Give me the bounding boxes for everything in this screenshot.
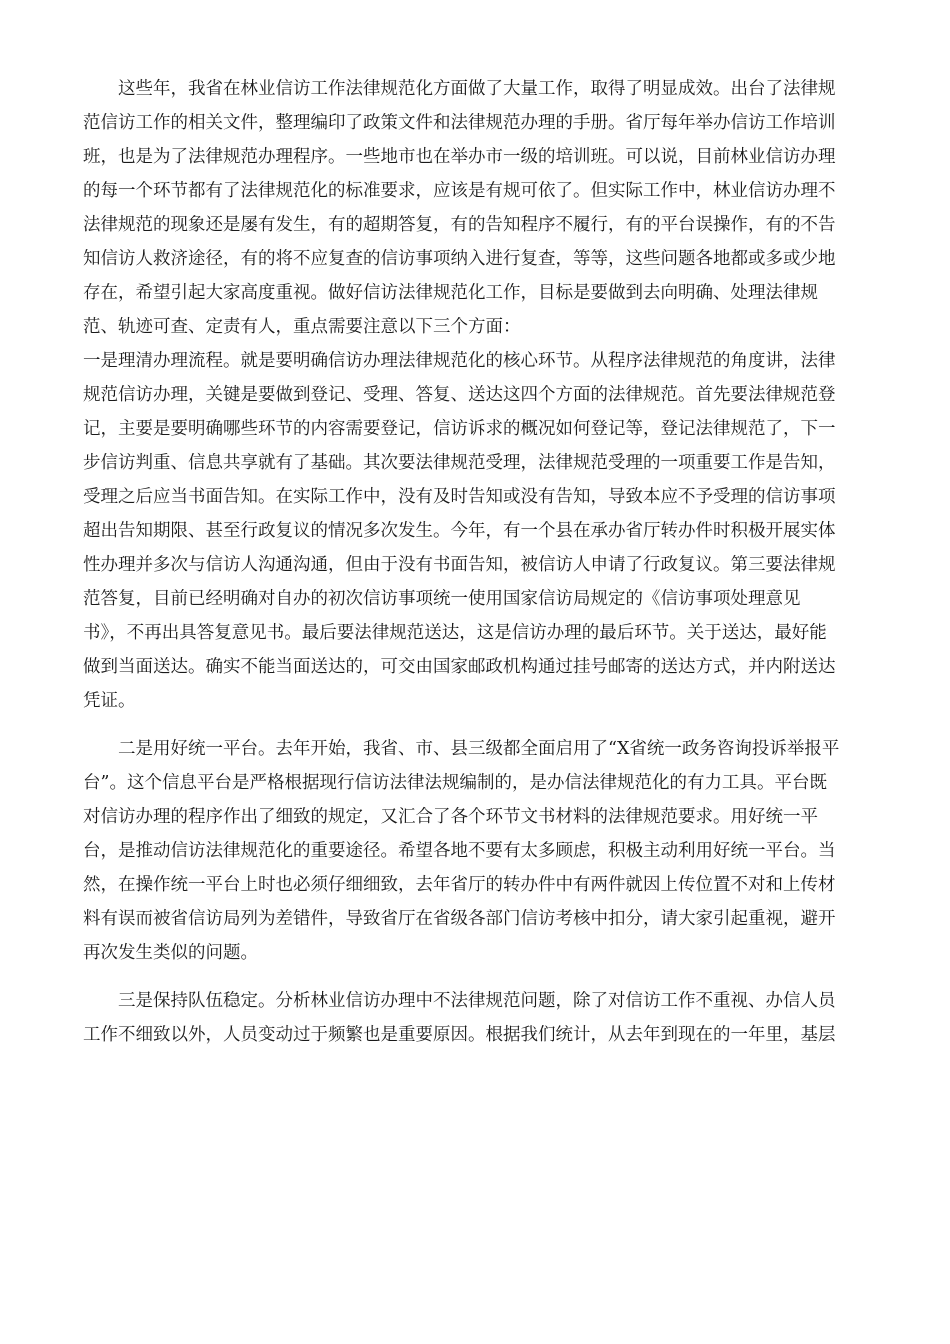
text-line: 步信访判重、信息共享就有了基础。其次要法律规范受理，法律规范受理的一项重要工作是告知， — [83, 453, 836, 473]
text-line: 记，主要是要明确哪些环节的内容需要登记，信访诉求的概况如何登记等，登记法律规范了，下一 — [83, 419, 836, 439]
text-line: 的每一个环节都有了法律规范化的标准要求，应该是有规可依了。但实际工作中，林业信访办理不 — [83, 181, 836, 201]
paragraph-point-three — [83, 984, 873, 1052]
text-line: 班，也是为了法律规范办理程序。一些地市也在举办市一级的培训班。可以说，目前林业信访办理 — [83, 147, 836, 167]
text-line: 一是理清办理流程。就是要明确信访办理法律规范化的核心环节。从程序法律规范的角度讲，法律 — [83, 351, 836, 371]
text-line: 台，是推动信访法律规范化的重要途径。希望各地不要有太多顾虑，积极主动利用好统一平台。当 — [83, 841, 836, 861]
text-line: 范信访工作的相关文件，整理编印了政策文件和法律规范办理的手册。省厅每年举办信访工作培训 — [83, 113, 836, 133]
text-line: 知信访人救济途径，有的将不应复查的信访事项纳入进行复查，等等，这些问题各地都或多或少地 — [83, 249, 836, 269]
text-line: 做到当面送达。确实不能当面送达的，可交由国家邮政机构通过挂号邮寄的送达方式，并内附送达 — [83, 657, 836, 677]
paragraph-point-two — [83, 732, 873, 970]
text-line: 性办理并多次与信访人沟通沟通，但由于没有书面告知，被信访人申请了行政复议。第三要法律规 — [83, 555, 836, 575]
text-line: 凭证。 — [83, 691, 136, 711]
text-line: 超出告知期限、甚至行政复议的情况多次发生。今年，有一个县在承办省厅转办件时积极开展实体 — [83, 521, 836, 541]
text-line: 再次发生类似的问题。 — [83, 943, 258, 963]
text-line: 范、轨迹可查、定责有人，重点需要注意以下三个方面： — [83, 317, 521, 337]
text-line: 然，在操作统一平台上时也必须仔细细致，去年省厅的转办件中有两件就因上传位置不对和上传材 — [83, 875, 836, 895]
text-line: 料有误而被省信访局列为差错件，导致省厅在省级各部门信访考核中扣分，请大家引起重视，避开 — [83, 909, 836, 929]
text-line: 规范信访办理，关键是要做到登记、受理、答复、送达这四个方面的法律规范。首先要法律规范登 — [83, 385, 836, 405]
document-page — [83, 72, 873, 1052]
text-line: 工作不细致以外，人员变动过于频繁也是重要原因。根据我们统计，从去年到现在的一年里，基层 — [83, 1025, 836, 1045]
text-line: 这些年，我省在林业信访工作法律规范化方面做了大量工作，取得了明显成效。出台了法律规 — [118, 79, 836, 99]
paragraph-point-one — [83, 344, 873, 718]
text-line: 台”。这个信息平台是严格根据现行信访法律法规编制的，是办信法律规范化的有力工具。平台既 — [83, 773, 827, 793]
text-line: 对信访办理的程序作出了细致的规定，又汇合了各个环节文书材料的法律规范要求。用好统一平 — [83, 807, 818, 827]
text-line: 存在，希望引起大家高度重视。做好信访法律规范化工作，目标是要做到去向明确、处理法律规 — [83, 283, 818, 303]
text-line: 受理之后应当书面告知。在实际工作中，没有及时告知或没有告知，导致本应不予受理的信访事项 — [83, 487, 836, 507]
text-line: 三是保持队伍稳定。分析林业信访办理中不法律规范问题，除了对信访工作不重视、办信人员 — [118, 991, 836, 1011]
text-line: 二是用好统一平台。去年开始，我省、市、县三级都全面启用了“X省统一政务咨询投诉举报平 — [118, 739, 840, 759]
text-line: 范答复，目前已经明确对自办的初次信访事项统一使用国家信访局规定的《信访事项处理意见 — [83, 589, 801, 609]
text-line: 法律规范的现象还是屡有发生，有的超期答复，有的告知程序不履行，有的平台误操作，有的不告 — [83, 215, 836, 235]
text-line: 书》，不再出具答复意见书。最后要法律规范送达，这是信访办理的最后环节。关于送达，最好能 — [83, 623, 827, 643]
paragraph-intro — [83, 72, 873, 344]
